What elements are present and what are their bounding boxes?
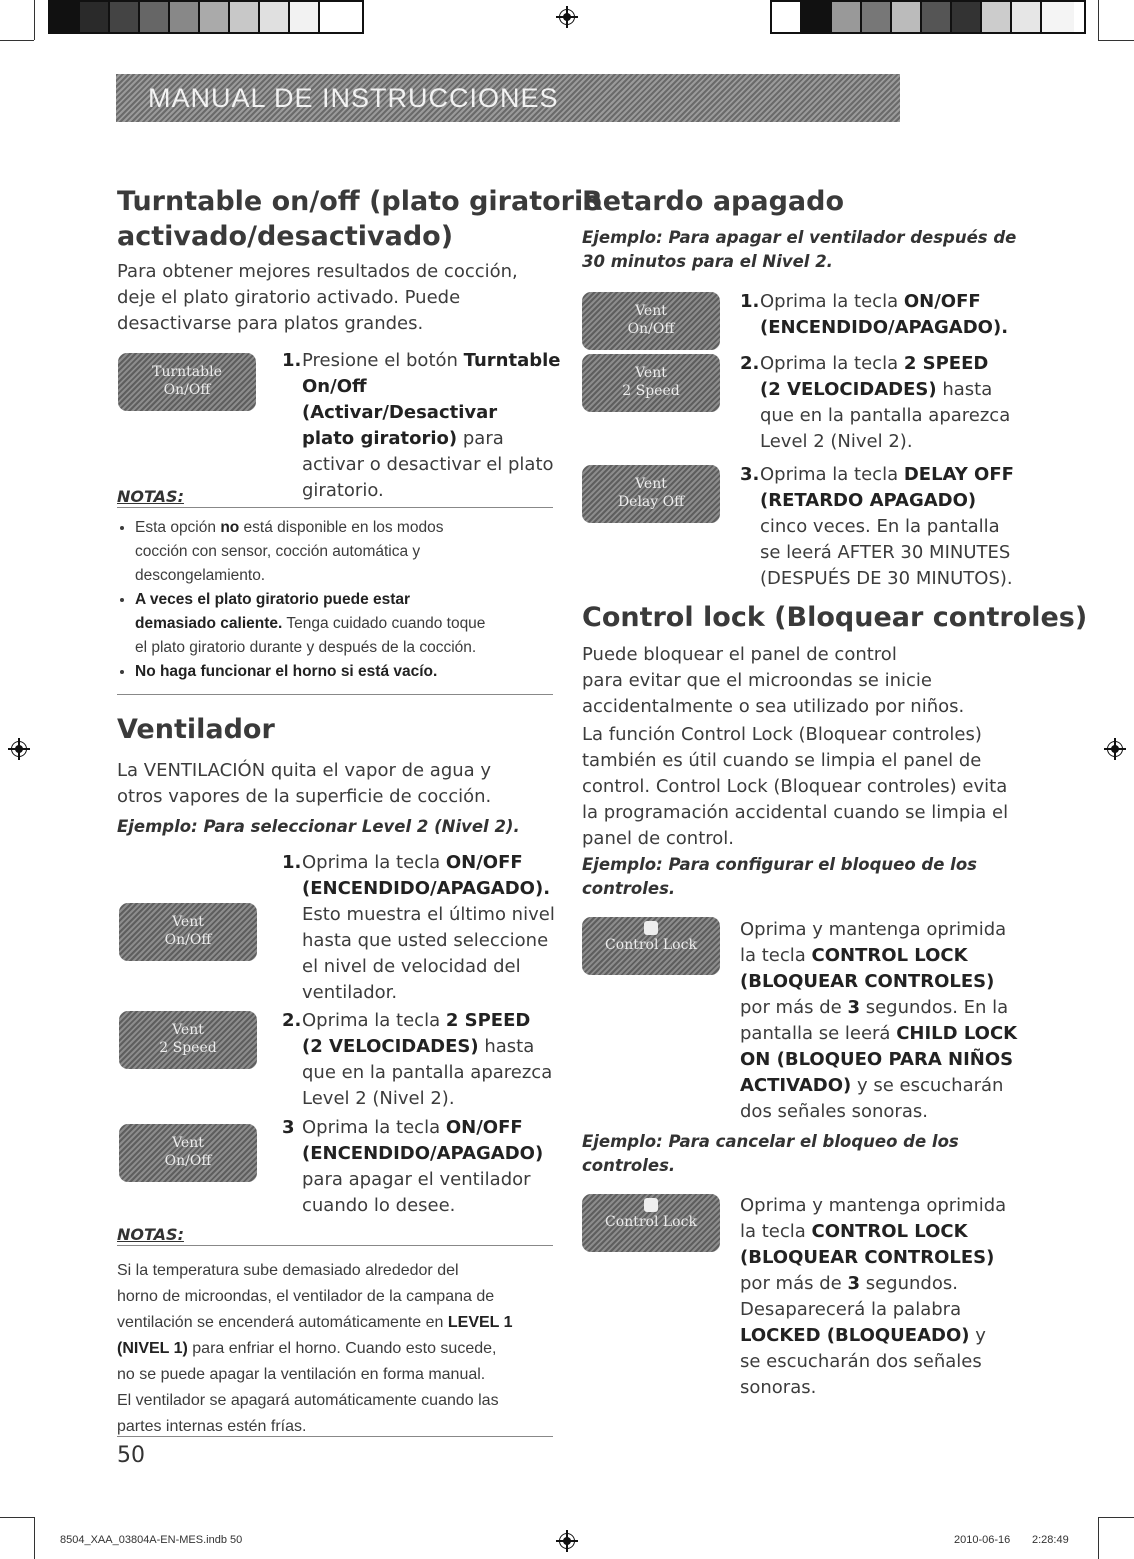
step-text: hasta que usted seleccione bbox=[302, 930, 549, 951]
turntable-intro-line: Para obtener mejores resultados de cocción, bbox=[117, 261, 518, 282]
step-text: sonoras. bbox=[740, 1377, 817, 1398]
turntable-intro-line: desactivarse para platos grandes. bbox=[117, 313, 424, 334]
ventilador-step-3 bbox=[282, 1115, 562, 1219]
step-text-bold: (ENCENDIDO/APAGADO) bbox=[302, 1143, 544, 1164]
note-text: Tenga cuidado cuando toque bbox=[282, 615, 486, 632]
note-text: el plato giratorio durante y después de la cocción. bbox=[135, 639, 477, 656]
step-text: la tecla bbox=[740, 945, 812, 966]
step-text: activar o desactivar el plato bbox=[302, 454, 554, 475]
paragraph-line: accidentalmente o sea utilizado por niños. bbox=[582, 696, 965, 717]
registration-mark-right bbox=[1104, 738, 1126, 760]
step-text-bold: (BLOQUEAR CONTROLES) bbox=[740, 1247, 995, 1268]
note-text: El ventilador se apagará automáticamente cuando las bbox=[117, 1392, 499, 1409]
button-label: Vent bbox=[172, 914, 204, 930]
paragraph-line: para evitar que el microondas se inicie bbox=[582, 670, 932, 691]
button-label: Vent bbox=[172, 1135, 204, 1151]
step-text: y se escucharán bbox=[851, 1075, 1004, 1096]
color-calibration-bar-left bbox=[48, 0, 364, 34]
retardo-step-1 bbox=[740, 289, 1030, 341]
notes-rule bbox=[117, 507, 553, 508]
step-text: el nivel de velocidad del bbox=[302, 956, 521, 977]
button-label: Vent bbox=[635, 365, 667, 381]
step-text-bold: (RETARDO APAGADO) bbox=[760, 490, 977, 511]
turntable-notes-label: NOTAS: bbox=[117, 487, 184, 506]
retardo-example bbox=[582, 226, 1016, 274]
registration-mark-top bbox=[556, 6, 578, 28]
banner-title: MANUAL DE INSTRUCCIONES bbox=[148, 83, 559, 113]
step-text: Oprima la tecla bbox=[760, 464, 904, 485]
vent-2speed-button[interactable] bbox=[582, 354, 720, 412]
step-text: ventilador. bbox=[302, 982, 398, 1003]
step-text: cinco veces. En la pantalla bbox=[760, 516, 1000, 537]
ventilador-step-2 bbox=[282, 1008, 562, 1112]
step-text-bold: 3 bbox=[847, 997, 860, 1018]
button-label: On/Off bbox=[164, 932, 212, 948]
retardo-step-3 bbox=[740, 462, 1030, 592]
step-text: segundos. En la bbox=[859, 997, 1009, 1018]
step-text-bold: CONTROL LOCK bbox=[811, 1221, 968, 1242]
turntable-onoff-button[interactable] bbox=[118, 353, 256, 411]
button-label: On/Off bbox=[163, 382, 211, 398]
crop-mark bbox=[34, 0, 35, 40]
step-text-bold: (2 VELOCIDADES) bbox=[760, 379, 937, 400]
ventilador-intro-line: otros vapores de la superficie de cocción. bbox=[117, 786, 492, 807]
vent-onoff-button[interactable] bbox=[119, 903, 257, 961]
note-text-bold: (NIVEL 1) bbox=[117, 1340, 188, 1357]
paragraph-line: Puede bloquear el panel de control bbox=[582, 644, 897, 665]
step-text-bold: 3 bbox=[847, 1273, 860, 1294]
example-line: 30 minutos para el Nivel 2. bbox=[582, 252, 833, 271]
step-text: Esto muestra el último nivel bbox=[302, 904, 555, 925]
notes-rule bbox=[117, 694, 553, 695]
step-text-bold: plato giratorio) bbox=[302, 428, 458, 449]
step-text-bold: CHILD LOCK bbox=[896, 1023, 1018, 1044]
crop-mark bbox=[0, 1517, 34, 1518]
crop-mark bbox=[0, 40, 34, 41]
step-text-bold: ON/OFF bbox=[445, 1117, 523, 1138]
step-text: Level 2 (Nivel 2). bbox=[760, 431, 913, 452]
paragraph-line: control. Control Lock (Bloquear controles) evita bbox=[582, 776, 1008, 797]
crop-mark bbox=[1098, 40, 1134, 41]
step-text: hasta bbox=[936, 379, 993, 400]
step-text: Oprima la tecla bbox=[302, 1117, 446, 1138]
turntable-notes bbox=[117, 516, 557, 684]
step-text-bold: DELAY OFF bbox=[903, 464, 1014, 485]
button-label: 2 Speed bbox=[622, 383, 680, 399]
vent-delay-off-button[interactable] bbox=[582, 465, 720, 523]
note-text-bold: A veces el plato giratorio puede estar bbox=[135, 591, 411, 608]
button-label: On/Off bbox=[627, 321, 675, 337]
step-number: 2. bbox=[740, 353, 760, 374]
step-text: Oprima la tecla bbox=[302, 852, 446, 873]
step-text: Desaparecerá la palabra bbox=[740, 1299, 962, 1320]
step-text-bold: ON/OFF bbox=[903, 291, 981, 312]
button-label: Delay Off bbox=[617, 494, 685, 510]
ventilador-notes-label: NOTAS: bbox=[117, 1225, 184, 1244]
example-line: controles. bbox=[582, 879, 676, 898]
footer-time: 2:28:49 bbox=[1032, 1534, 1069, 1546]
ventilador-step-1 bbox=[282, 850, 562, 1006]
turntable-step-1 bbox=[282, 348, 562, 504]
step-text-bold: ON (BLOQUEO PARA NIÑOS bbox=[740, 1049, 1014, 1070]
vent-onoff-button[interactable] bbox=[582, 292, 720, 350]
turntable-intro bbox=[117, 259, 557, 337]
footer-filename: 8504_XAA_03804A-EN-MES.indb 50 bbox=[60, 1534, 243, 1546]
footer-date: 2010-06-16 bbox=[954, 1534, 1011, 1546]
step-text: que en la pantalla aparezca bbox=[760, 405, 1011, 426]
control-lock-button[interactable] bbox=[582, 917, 720, 975]
example-line: controles. bbox=[582, 1156, 676, 1175]
paragraph-line: panel de control. bbox=[582, 828, 734, 849]
step-text: se leerá AFTER 30 MINUTES bbox=[760, 542, 1011, 563]
step-text: hasta bbox=[478, 1036, 535, 1057]
crop-mark bbox=[1098, 1517, 1134, 1518]
step-text: dos señales sonoras. bbox=[740, 1101, 928, 1122]
control-lock-cancel-instructions bbox=[740, 1193, 1030, 1401]
step-text: (DESPUÉS DE 30 MINUTOS). bbox=[760, 568, 1013, 589]
note-text: Si la temperatura sube demasiado alrededor del bbox=[117, 1262, 459, 1279]
retardo-heading: Retardo apagado bbox=[582, 186, 845, 217]
step-text-bold: Turntable bbox=[463, 350, 561, 371]
turntable-heading-line1: Turntable on/off (plato giratorio bbox=[117, 186, 602, 217]
step-number: 3 bbox=[282, 1117, 295, 1138]
step-text: Oprima la tecla bbox=[760, 353, 904, 374]
lock-icon bbox=[644, 1198, 658, 1212]
button-label: 2 Speed bbox=[159, 1040, 217, 1056]
button-label: Control Lock bbox=[605, 1214, 697, 1230]
step-text: cuando lo desee. bbox=[302, 1195, 456, 1216]
step-text-bold: 2 SPEED bbox=[903, 353, 989, 374]
turntable-heading-line2: activado/desactivado) bbox=[117, 221, 454, 252]
step-text: para apagar el ventilador bbox=[302, 1169, 531, 1190]
note-text-bold: LEVEL 1 bbox=[447, 1314, 513, 1331]
note-text: descongelamiento. bbox=[135, 567, 266, 584]
step-text-bold: (ENCENDIDO/APAGADO). bbox=[302, 878, 551, 899]
step-text: Oprima la tecla bbox=[760, 291, 904, 312]
retardo-step-2 bbox=[740, 351, 1030, 455]
step-text: giratorio. bbox=[302, 480, 384, 501]
control-lock-example-cancel bbox=[582, 1130, 959, 1178]
step-text: Level 2 (Nivel 2). bbox=[302, 1088, 455, 1109]
turntable-intro-line: deje el plato giratorio activado. Puede bbox=[117, 287, 461, 308]
step-text: se escucharán dos señales bbox=[740, 1351, 982, 1372]
button-label: Vent bbox=[635, 476, 667, 492]
step-text: por más de bbox=[740, 1273, 848, 1294]
control-lock-set-instructions bbox=[740, 917, 1030, 1125]
note-text: cocción con sensor, cocción automática y bbox=[135, 543, 421, 560]
step-text-bold: ON/OFF bbox=[445, 852, 523, 873]
button-label: Vent bbox=[172, 1022, 204, 1038]
lock-icon bbox=[644, 921, 658, 935]
note-text: para enfriar el horno. Cuando esto sucede, bbox=[187, 1340, 497, 1357]
step-text: que en la pantalla aparezca bbox=[302, 1062, 553, 1083]
paragraph-line: la programación accidental cuando se limpia el bbox=[582, 802, 1009, 823]
step-text-bold: (ENCENDIDO/APAGADO). bbox=[760, 317, 1009, 338]
note-text-bold: no bbox=[220, 519, 240, 536]
step-text-bold: CONTROL LOCK bbox=[811, 945, 968, 966]
step-text-bold: (BLOQUEAR CONTROLES) bbox=[740, 971, 995, 992]
page-number: 50 bbox=[117, 1443, 145, 1468]
control-lock-heading: Control lock (Bloquear controles) bbox=[582, 602, 1088, 633]
crop-mark bbox=[1098, 1517, 1099, 1559]
step-text: pantalla se leerá bbox=[740, 1023, 897, 1044]
step-text: y bbox=[969, 1325, 986, 1346]
step-text-bold: LOCKED (BLOQUEADO) bbox=[740, 1325, 970, 1346]
registration-mark-bottom bbox=[556, 1530, 578, 1552]
note-text-bold: No haga funcionar el horno si está vacío. bbox=[135, 663, 438, 680]
control-lock-example-set bbox=[582, 853, 977, 901]
step-text-bold: (2 VELOCIDADES) bbox=[302, 1036, 479, 1057]
note-text-bold: demasiado caliente. bbox=[135, 615, 283, 632]
ventilador-example: Ejemplo: Para seleccionar Level 2 (Nivel 2). bbox=[117, 817, 520, 836]
paragraph-line: La función Control Lock (Bloquear controles) bbox=[582, 724, 982, 745]
note-item bbox=[135, 588, 557, 660]
step-text: Oprima y mantenga oprimida bbox=[740, 1195, 1007, 1216]
example-line: Ejemplo: Para apagar el ventilador después de bbox=[582, 228, 1017, 247]
crop-mark bbox=[34, 1517, 35, 1559]
button-label: Turntable bbox=[152, 364, 222, 380]
note-text: está disponible en los modos bbox=[239, 519, 444, 536]
step-text: Oprima la tecla bbox=[302, 1010, 446, 1031]
note-text: partes internas estén frías. bbox=[117, 1418, 307, 1435]
note-text: Esta opción bbox=[135, 519, 221, 536]
ventilador-heading: Ventilador bbox=[117, 714, 275, 745]
step-text: la tecla bbox=[740, 1221, 812, 1242]
ventilador-note bbox=[117, 1258, 562, 1440]
step-text-bold: 2 SPEED bbox=[445, 1010, 531, 1031]
notes-rule bbox=[117, 1436, 553, 1437]
note-item bbox=[135, 660, 557, 684]
ventilador-intro-line: La VENTILACIÓN quita el vapor de agua y bbox=[117, 760, 492, 781]
step-number: 3. bbox=[740, 464, 760, 485]
ventilador-intro bbox=[117, 758, 557, 810]
note-item bbox=[135, 516, 557, 588]
step-number: 1. bbox=[282, 350, 302, 371]
control-lock-button[interactable] bbox=[582, 1194, 720, 1252]
note-text: horno de microondas, el ventilador de la campana de bbox=[117, 1288, 495, 1305]
step-text: por más de bbox=[740, 997, 848, 1018]
note-text: no se puede apagar la ventilación en forma manual. bbox=[117, 1366, 486, 1383]
step-text: Presione el botón bbox=[302, 350, 464, 371]
example-line: Ejemplo: Para configurar el bloqueo de los bbox=[582, 855, 977, 874]
step-number: 1. bbox=[740, 291, 760, 312]
button-label: Control Lock bbox=[605, 937, 697, 953]
registration-mark-left bbox=[8, 738, 30, 760]
control-lock-paragraph-2 bbox=[582, 722, 1027, 852]
button-label: On/Off bbox=[164, 1153, 212, 1169]
step-number: 2. bbox=[282, 1010, 302, 1031]
step-text: para bbox=[457, 428, 504, 449]
control-lock-paragraph-1 bbox=[582, 642, 1022, 720]
step-number: 1. bbox=[282, 852, 302, 873]
vent-2speed-button[interactable] bbox=[119, 1011, 257, 1069]
example-line: Ejemplo: Para cancelar el bloqueo de los bbox=[582, 1132, 959, 1151]
notes-rule bbox=[117, 1245, 553, 1246]
section-banner bbox=[116, 74, 900, 122]
step-text: segundos. bbox=[859, 1273, 958, 1294]
step-text-bold: ACTIVADO) bbox=[740, 1075, 852, 1096]
paragraph-line: también es útil cuando se limpia el panel de bbox=[582, 750, 982, 771]
button-label: Vent bbox=[635, 303, 667, 319]
note-text: ventilación se encenderá automáticamente en bbox=[117, 1314, 448, 1331]
vent-onoff-button[interactable] bbox=[119, 1124, 257, 1182]
step-text: Oprima y mantenga oprimida bbox=[740, 919, 1007, 940]
step-text-bold: On/Off (Activar/Desactivar bbox=[302, 376, 498, 423]
crop-mark bbox=[1098, 0, 1099, 40]
color-calibration-bar-right bbox=[770, 0, 1086, 34]
